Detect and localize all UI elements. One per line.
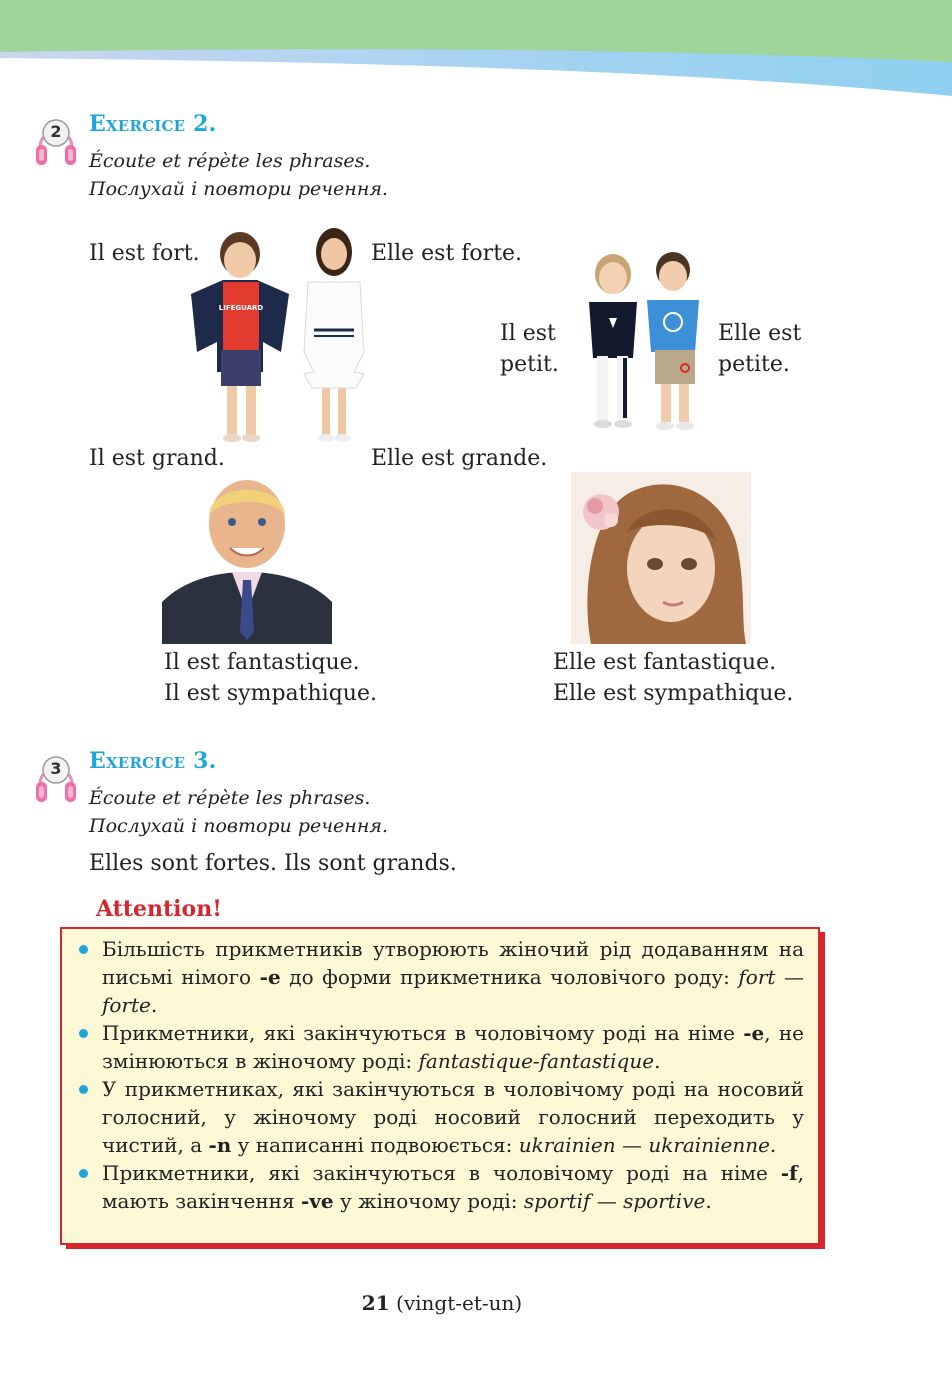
photo-small-kids xyxy=(575,248,715,436)
photo-girl-strong xyxy=(300,222,368,444)
bullet-dot xyxy=(79,1169,88,1178)
phrase-il-sympathique: Il est sympathique. xyxy=(164,681,377,706)
attention-item: Прикметники, які закінчуються в чоловічому роді на німе -f, мають закінчення -ve у жіночому роді: sportif — sportive. xyxy=(68,1159,804,1215)
bullet-dot xyxy=(79,945,88,954)
phrase-il-est: Il est xyxy=(500,321,556,346)
phrase-elle-fantastique: Elle est fantastique. xyxy=(553,650,777,675)
phrase-petite: petite. xyxy=(718,352,790,377)
attention-item: Прикметники, які закінчуються в чоловічому роді на німе -e, не змінюються в жіночому роді: fantastique-fantastique. xyxy=(68,1019,804,1075)
exercise-2-number: 2 xyxy=(50,122,62,141)
phrase-il-fantastique: Il est fantastique. xyxy=(164,650,360,675)
attention-list xyxy=(68,935,804,1215)
phrase-elle-sympathique: Elle est sympathique. xyxy=(553,681,794,706)
exercise-3-audio-badge[interactable] xyxy=(34,750,78,804)
phrase-elle-grande: Elle est grande. xyxy=(371,446,548,471)
shirt-lifeguard-text: LIFEGUARD xyxy=(218,304,264,312)
attention-item: Більшість прикметників утворюють жіночий рід додаванням на письмі німого -e до форми прикметника чоловічого роду: fort — forte. xyxy=(68,935,804,1019)
exercise-3-sentence: Elles sont fortes. Ils sont grands. xyxy=(89,851,457,876)
exercise-2-title: Exercice 2. xyxy=(89,111,217,137)
exercise-3-instruction-fr: Écoute et répète les phrases. xyxy=(89,787,371,809)
bullet-dot xyxy=(79,1085,88,1094)
phrase-il-fort: Il est fort. xyxy=(89,241,200,266)
page-number-words: vingt-et-un xyxy=(403,1291,515,1315)
bullet-dot xyxy=(79,1029,88,1038)
photo-boy-portrait xyxy=(162,472,332,644)
phrase-elle-est: Elle est xyxy=(718,321,802,346)
phrase-il-grand: Il est grand. xyxy=(89,446,225,471)
exercise-2-instruction-uk: Послухай і повтори речення. xyxy=(89,178,388,200)
exercise-2-instruction-fr: Écoute et répète les phrases. xyxy=(89,150,371,172)
attention-title: Attention! xyxy=(96,896,222,922)
attention-box xyxy=(60,927,820,1245)
photo-boy-strong xyxy=(183,222,295,444)
exercise-3-number: 3 xyxy=(50,759,62,778)
page-number-digits: 21 xyxy=(361,1291,390,1315)
exercise-3-instruction-uk: Послухай і повтори речення. xyxy=(89,815,388,837)
phrase-elle-forte: Elle est forte. xyxy=(371,241,523,266)
attention-item: У прикметниках, які закінчуються в чоловічому роді на носовий голосний, у жіночому роді носовий голосний переходить у чистий, а -n у написанні подвоюється: ukrainien — ukrainienne. xyxy=(68,1075,804,1159)
phrase-petit: petit. xyxy=(500,352,559,377)
page-number: 21 (vingt-et-un) xyxy=(361,1291,523,1315)
exercise-2-audio-badge[interactable] xyxy=(34,113,78,167)
exercise-3-title: Exercice 3. xyxy=(89,748,217,774)
photo-girl-portrait xyxy=(571,472,751,644)
